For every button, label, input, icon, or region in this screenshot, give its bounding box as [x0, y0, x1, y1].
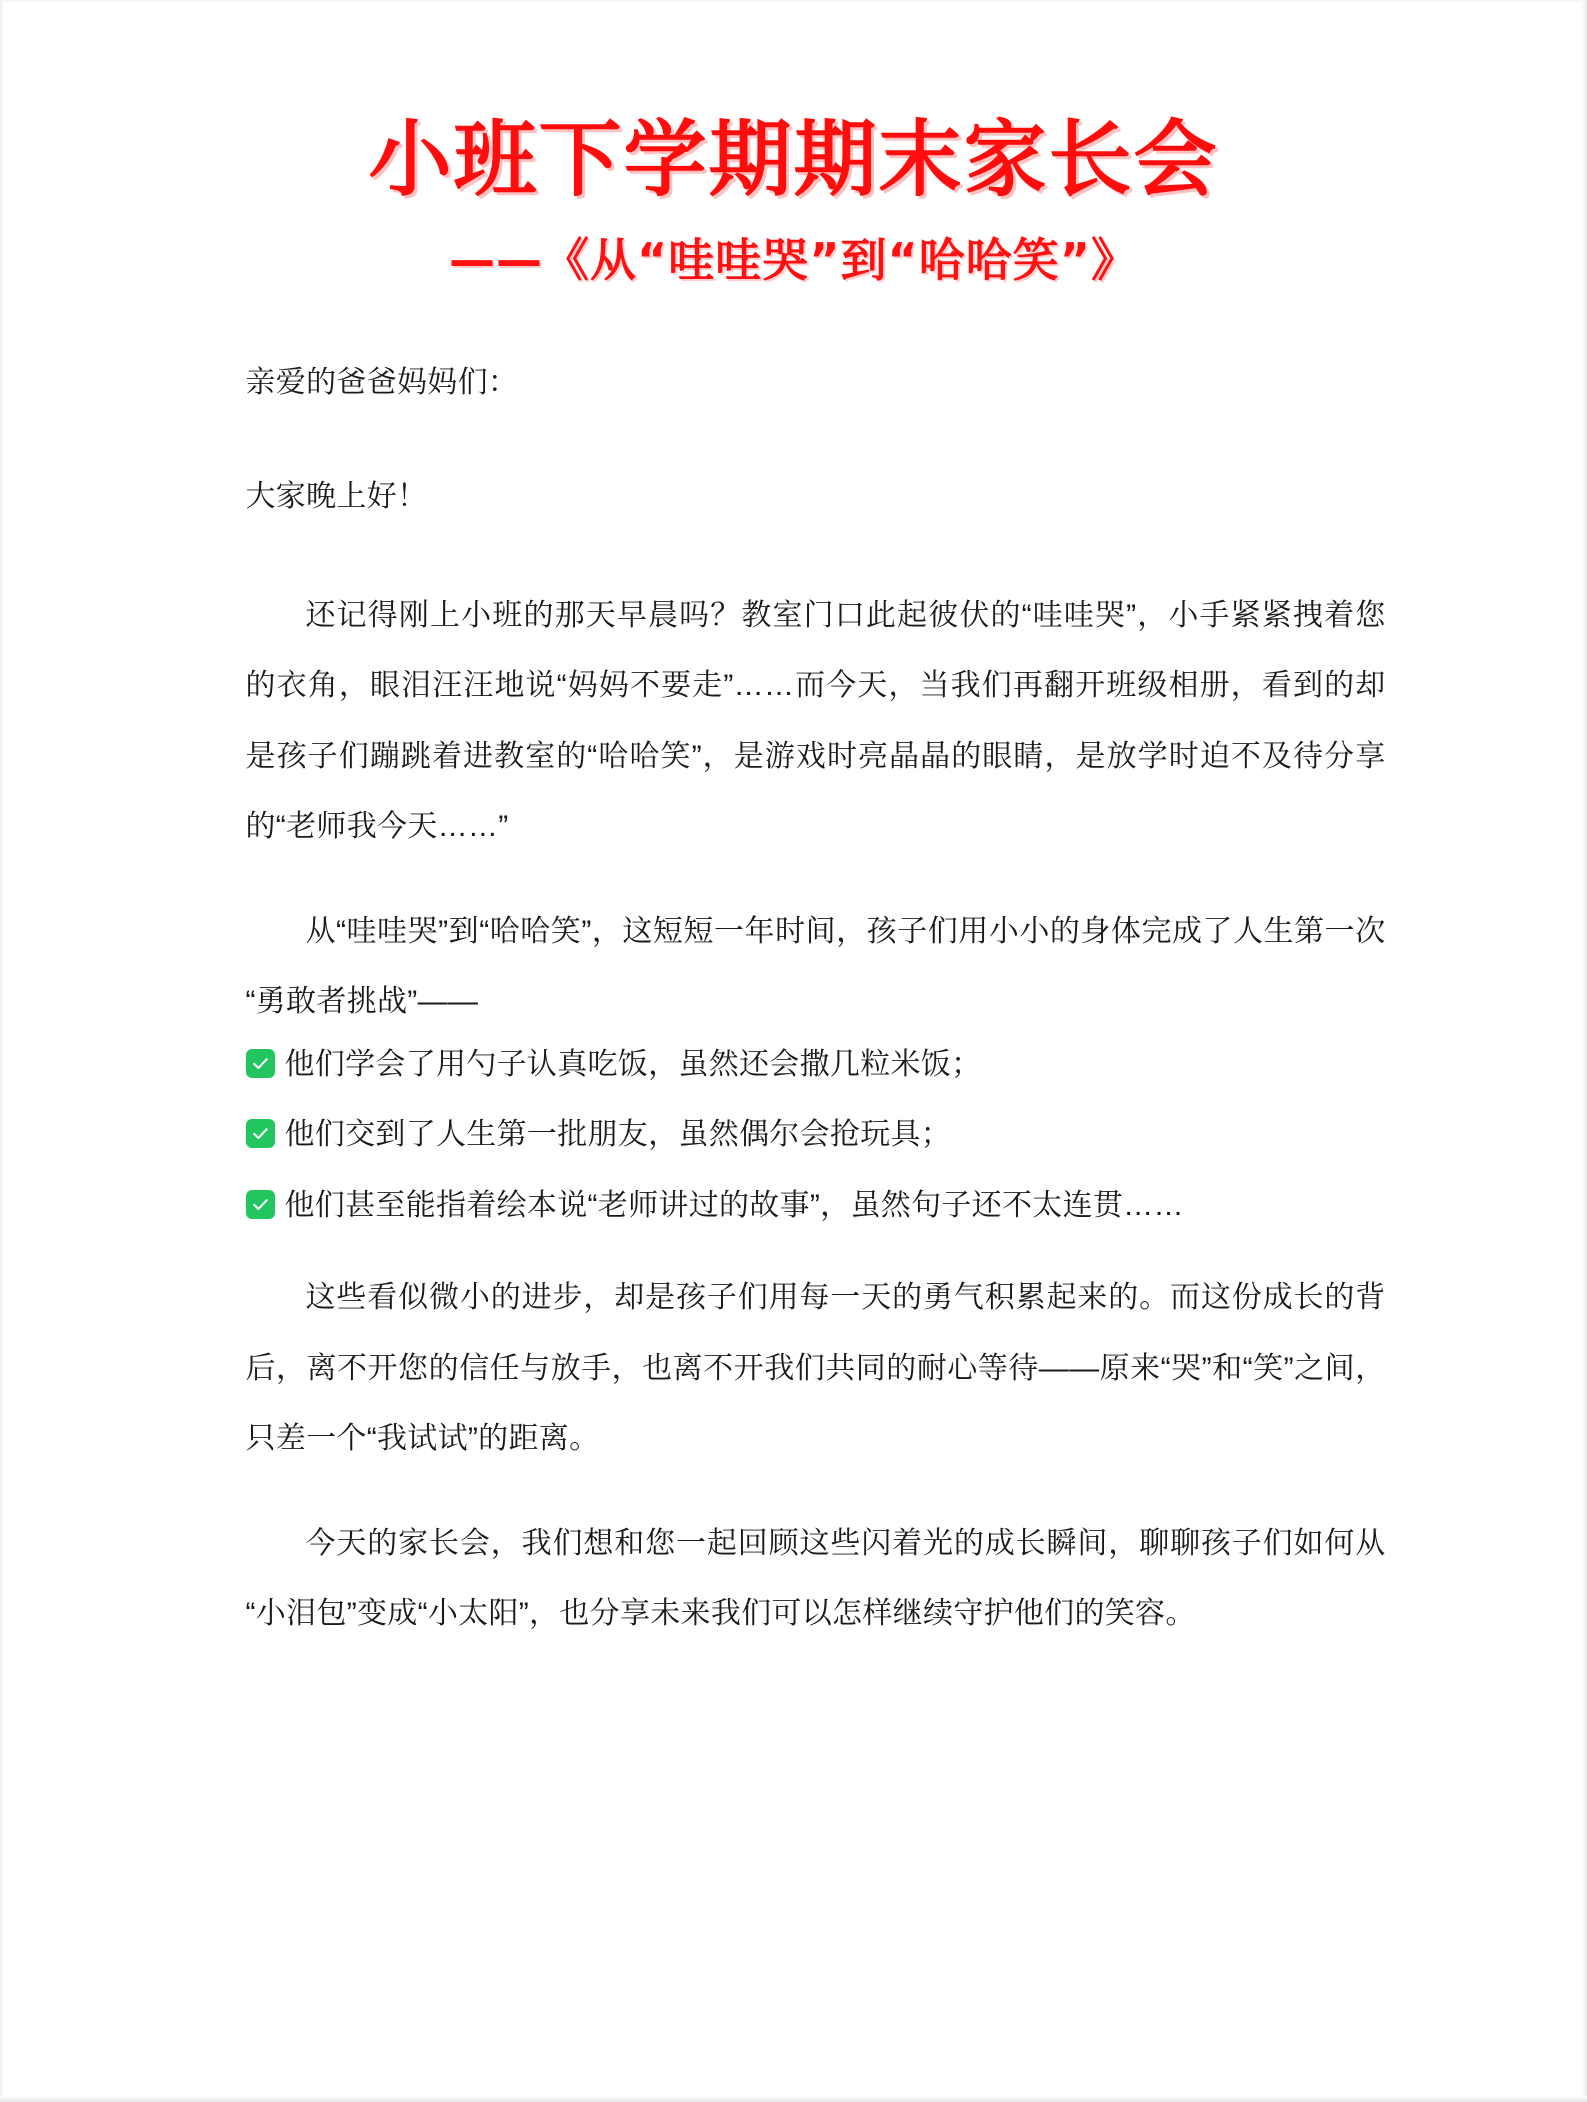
paragraph-challenge: 从“哇哇哭”到“哈哈笑”，这短短一年时间，孩子们用小小的身体完成了人生第一次“勇敢者挑战”—— — [245, 914, 1386, 1019]
page-title: 小班下学期期末家长会 — [368, 111, 1219, 208]
list-item-label: 他们学会了用勺子认真吃饭，虽然还会撒几粒米饭； — [284, 1047, 982, 1081]
salutation-line: 亲爱的爸爸妈妈们： — [245, 365, 519, 399]
paragraph-meeting: 今天的家长会，我们想和您一起回顾这些闪着光的成长瞬间，聊聊孩子们如何从“小泪包”变成“小太阳”，也分享未来我们可以怎样继续守护他们的笑容。 — [245, 1526, 1386, 1631]
list-item — [246, 1112, 1386, 1159]
page-edge-right — [1582, 0, 1587, 2102]
list-item — [246, 1042, 1386, 1089]
list-item-label: 他们甚至能指着绘本说“老师讲过的故事”，虽然句子还不太连贯…… — [284, 1188, 1184, 1222]
greeting-line: 大家晚上好！ — [245, 480, 428, 514]
achievement-checklist — [246, 1042, 1386, 1230]
check-square-icon — [246, 1190, 275, 1219]
page-subtitle: ——《从“哇哇哭”到“哈哈笑”》 — [449, 233, 1138, 287]
paragraph-growth: 这些看似微小的进步，却是孩子们用每一天的勇气积累起来的。而这份成长的背后，离不开您的信任与放手，也离不开我们共同的耐心等待——原来“哭”和“笑”之间，只差一个“我试试”的距离。 — [245, 1281, 1386, 1456]
page-edge-left — [0, 0, 4, 2102]
list-item-label: 他们交到了人生第一批朋友，虽然偶尔会抢玩具； — [284, 1118, 952, 1152]
check-square-icon — [246, 1119, 275, 1148]
page-edge-bottom — [0, 2096, 1587, 2102]
list-item — [246, 1183, 1386, 1230]
check-square-icon — [246, 1049, 275, 1078]
body-text — [194, 286, 1394, 1650]
paragraph-memory: 还记得刚上小班的那天早晨吗？教室门口此起彼伏的“哇哇哭”，小手紧紧拽着您的衣角，眼泪汪汪地说“妈妈不要走”……而今天，当我们再翻开班级相册，看到的却是孩子们蹦跳着进教室的“哈哈笑”，是游戏时亮晶晶的眼睛，是放学时迫不及待分享的“老师我今天……” — [245, 598, 1386, 844]
document-content — [194, 0, 1394, 1650]
